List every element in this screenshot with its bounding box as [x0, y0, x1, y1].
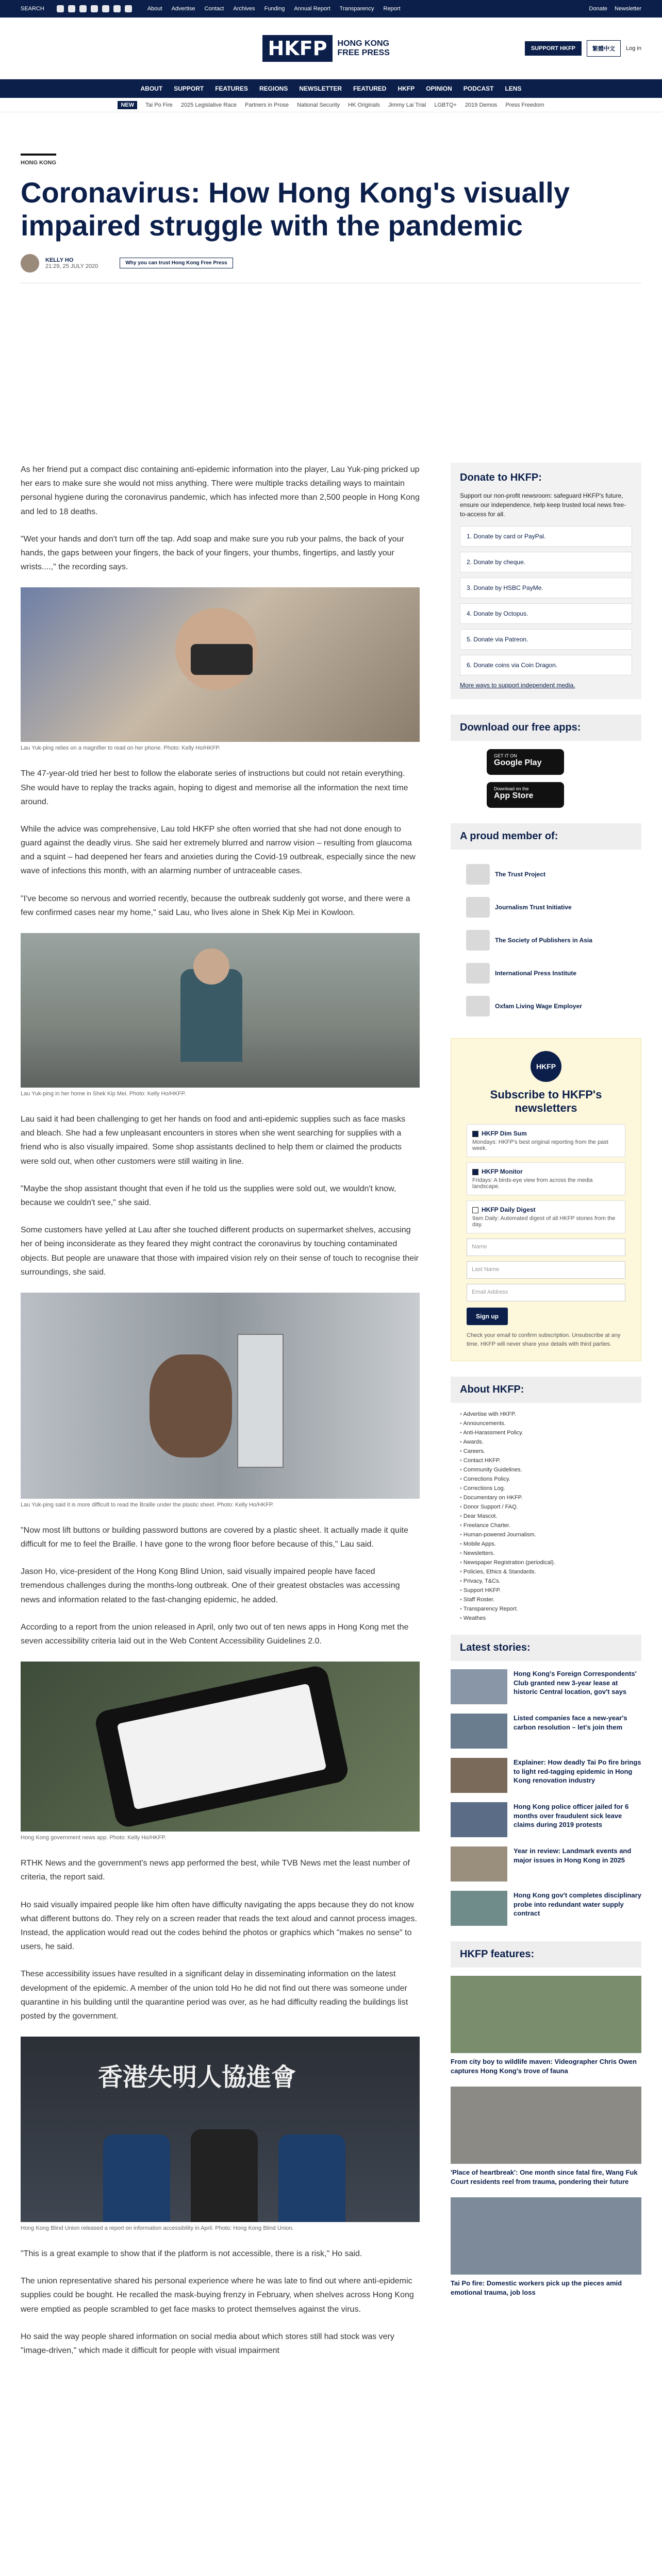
latest-list: [451, 1669, 641, 1926]
trending-bar: [0, 98, 662, 112]
member-title: A proud member of:: [451, 823, 641, 850]
photo-lau-home: [21, 933, 420, 1088]
feature-title-text: 'Place of heartbreak': One month since fatal fire, Wang Fuk Court residents reel from trauma, pondering their future: [451, 2168, 638, 2185]
latest-title-text: Hong Kong's Foreign Correspondents' Club granted new 3-year lease at historic Central location, gov't says: [514, 1670, 637, 1696]
figure-3: [21, 1293, 420, 1508]
nav-featured[interactable]: FEATURED: [353, 85, 387, 92]
feature-image: [451, 2197, 641, 2275]
trust-project-logo: [466, 864, 490, 885]
appstore-label: App Store: [494, 791, 534, 800]
donate-box: [451, 463, 641, 699]
logo-text: HONG KONG FREE PRESS: [337, 39, 390, 57]
trending-item[interactable]: Tai Po Fire: [145, 101, 173, 108]
member-trust-project[interactable]: [451, 858, 641, 891]
trending-item[interactable]: Jimmy Lai Trial: [388, 101, 426, 108]
paragraph: "This is a great example to show that if the platform is not accessible, there is a risk," Ho said.: [21, 2249, 362, 2259]
search-link[interactable]: SEARCH: [21, 6, 44, 12]
feature-title-text: Tai Po fire: Domestic workers pick up the pieces amid emotional trauma, job loss: [451, 2279, 622, 2296]
about-link[interactable]: • Staff Roster.: [460, 1597, 632, 1603]
feature-card[interactable]: [451, 2197, 641, 2297]
caption: Lau Yuk-ping relies on a magnifier to read on her phone. Photo: Kelly Ho/HKFP.: [21, 745, 221, 752]
nav-hkfp[interactable]: HKFP: [398, 85, 415, 92]
caption: Hong Kong Blind Union released a report on information accessibility in April. Photo: Hong Kong Blind Union.: [21, 2225, 294, 2232]
article-title: Coronavirus: How Hong Kong's visually impaired struggle with the pandemic: [21, 176, 570, 242]
union-sign: 香港失明人協進會: [98, 2063, 296, 2092]
paragraph: RTHK News and the government's news app performed the best, while TVB News met the least number of criteria, the report said.: [21, 1859, 410, 1882]
latest-thumb: [451, 1714, 507, 1749]
figure-1: [21, 587, 420, 751]
checkbox-icon[interactable]: [472, 1207, 478, 1213]
photo-braille-buttons: [21, 1293, 420, 1499]
latest-item[interactable]: [451, 1802, 641, 1837]
about-link[interactable]: • Mobile Apps.: [460, 1541, 632, 1547]
features-title: HKFP features:: [451, 1941, 641, 1968]
author-name[interactable]: KELLY HO: [45, 257, 74, 263]
twitter-icon[interactable]: [57, 5, 64, 12]
about-link[interactable]: • Transparency Report.: [460, 1606, 632, 1612]
member-label: International Press Institute: [495, 970, 577, 977]
about-link[interactable]: • Contact HKFP.: [460, 1458, 632, 1464]
gplay-small: GET IT ON: [494, 753, 517, 758]
about-link[interactable]: • Freelance Charter.: [460, 1522, 632, 1529]
newsletter-title: Subscribe to HKFP's newsletters: [490, 1088, 602, 1114]
newsletter-badge: HKFP: [531, 1051, 561, 1082]
checkbox-checked-icon[interactable]: [472, 1131, 478, 1137]
top-link-advertise[interactable]: Advertise: [171, 6, 195, 12]
about-title: About HKFP:: [451, 1377, 641, 1403]
signup-button[interactable]: Sign up: [467, 1308, 508, 1325]
about-link[interactable]: • Policies, Ethics & Standards.: [460, 1569, 632, 1575]
latest-item[interactable]: [451, 1758, 641, 1793]
google-play-button[interactable]: [487, 749, 564, 775]
about-link[interactable]: • Donor Support / FAQ.: [460, 1504, 632, 1510]
sidebar: [451, 463, 641, 2308]
sopa-logo: [466, 930, 490, 951]
member-oxfam[interactable]: [451, 990, 641, 1023]
member-sopa[interactable]: [451, 924, 641, 957]
feature-card[interactable]: [451, 1976, 641, 2075]
latest-thumb: [451, 1669, 507, 1704]
newsletter-option-dimsum[interactable]: [467, 1124, 625, 1157]
paragraph: "Maybe the shop assistant thought that even if he told us the supplies were sold out, we wouldn't know, because we couldn't see," she said.: [21, 1184, 396, 1207]
latest-item[interactable]: [451, 1891, 641, 1926]
features-list: [451, 1976, 641, 2297]
checkbox-checked-icon[interactable]: [472, 1169, 478, 1175]
donate-text: Support our non-profit newsroom: safeguard HKFP's future, ensure our independence, help keep trusted local news free-to-access for all.: [460, 492, 626, 518]
author-avatar: [21, 254, 39, 273]
donate-option-payme[interactable]: 3. Donate by HSBC PayMe.: [460, 578, 632, 598]
top-link-annual-report[interactable]: Annual Report: [294, 6, 330, 12]
option-desc: 9am Daily: Automated digest of all HKFP stories from the day.: [472, 1215, 616, 1228]
latest-title-text: Hong Kong gov't completes disciplinary probe into redundant water supply contract: [514, 1891, 641, 1918]
paragraph: The 47-year-old tried her best to follow the elaborate series of instructions but could not retain everything. She would have to replay the tracks again, hoping to digest and memorise all the information the next time around.: [21, 769, 408, 806]
nav-podcast[interactable]: PODCAST: [463, 85, 494, 92]
option-name: HKFP Monitor: [482, 1168, 523, 1175]
newsletter-option-digest[interactable]: [467, 1200, 625, 1233]
paragraph: While the advice was comprehensive, Lau told HKFP she often worried that she had not done enough to guard against the deadly virus. She said her extremely blurred and narrow vision – resulting from glaucoma and a squint – had deepened her fears and anxieties during the Covid-19 outbreak, especially since the new wave of infections this month, with an alarming number of untraceable cases.: [21, 824, 416, 876]
photo-blind-union: [21, 2037, 420, 2222]
figure-2: [21, 933, 420, 1097]
member-label: The Trust Project: [495, 871, 546, 878]
option-desc: Fridays: A birds-eye view from across the media landscape.: [472, 1177, 593, 1190]
trending-new-badge: NEW: [118, 101, 137, 109]
member-label: The Society of Publishers in Asia: [495, 937, 592, 944]
top-link-report[interactable]: Report: [383, 6, 401, 12]
site-header: [0, 18, 662, 79]
nav-features[interactable]: FEATURES: [215, 85, 248, 92]
caption: Hong Kong government news app. Photo: Kelly Ho/HKFP.: [21, 1835, 167, 1841]
latest-title-text: Hong Kong police officer jailed for 6 months over fraudulent sick leave claims during 2019 protests: [514, 1803, 629, 1829]
paragraph: Lau said it had been challenging to get her hands on food and anti-epidemic supplies such as face masks and bleach. She had a few unpleasant encounters in stores when she went searching for supplies with a friend who is also visually impaired. Some shop assistants declined to help them or claimed the products were sold out, when other customers were still waiting in line.: [21, 1115, 406, 1166]
donate-option-cheque[interactable]: 2. Donate by cheque.: [460, 552, 632, 572]
nav-opinion[interactable]: OPINION: [426, 85, 452, 92]
main-nav: [0, 79, 662, 98]
top-bar: [0, 0, 662, 18]
publish-date: 21:29, 25 JULY 2020: [45, 263, 98, 269]
feature-title-text: From city boy to wildlife maven: Videographer Chris Owen captures Hong Kong's trove of fauna: [451, 2058, 637, 2075]
latest-title-text: Listed companies face a new-year's carbon resolution – let's join them: [514, 1714, 627, 1731]
about-link[interactable]: • Anti-Harassment Policy.: [460, 1430, 632, 1436]
youtube-icon[interactable]: [102, 5, 109, 12]
about-link[interactable]: • Human-powered Journalism.: [460, 1532, 632, 1538]
about-link[interactable]: • Privacy, T&Cs.: [460, 1578, 632, 1584]
nav-newsletter[interactable]: NEWSLETTER: [299, 85, 342, 92]
trending-item[interactable]: LGBTQ+: [434, 101, 457, 108]
site-logo[interactable]: [262, 35, 399, 62]
member-label: Oxfam Living Wage Employer: [495, 1003, 582, 1010]
top-link-funding[interactable]: Funding: [264, 6, 285, 12]
latest-item[interactable]: [451, 1714, 641, 1749]
member-label: Journalism Trust Initiative: [495, 904, 572, 911]
trending-item[interactable]: 2025 Legislative Race: [180, 101, 237, 108]
about-link[interactable]: • Awards.: [460, 1439, 632, 1445]
about-list: [451, 1411, 641, 1635]
donate-option-coins[interactable]: 6. Donate coins via Coin Dragon.: [460, 655, 632, 675]
paragraph: "I've become so nervous and worried recently, because the outbreak suddenly got worse, and there were a few confirmed cases near my home," said Lau, who lives alone in Shek Kip Mei in Kowloon.: [21, 894, 410, 917]
paragraph: "Wet your hands and don't turn off the tap. Add soap and make sure you rub your palms, the back of your hands, the gaps between your fingers, the back of your fingers, your thumbs, fingertips, and lastly your wrists....," the recording says.: [21, 534, 404, 572]
nav-about[interactable]: ABOUT: [140, 85, 163, 92]
article-meta: [21, 254, 641, 273]
latest-thumb: [451, 1802, 507, 1837]
latest-thumb: [451, 1846, 507, 1882]
trending-item[interactable]: National Security: [296, 101, 340, 108]
newsletter-box: [451, 1038, 641, 1361]
latest-thumb: [451, 1758, 507, 1793]
last-name-field[interactable]: Last Name: [467, 1261, 625, 1279]
latest-title-text: Year in review: Landmark events and major issues in Hong Kong in 2025: [514, 1847, 632, 1864]
facebook-icon[interactable]: [68, 5, 75, 12]
latest-item[interactable]: [451, 1846, 641, 1882]
trending-item[interactable]: 2019 Demos: [465, 101, 498, 108]
content-wrap: [21, 112, 641, 2355]
about-link[interactable]: • Support HKFP.: [460, 1587, 632, 1594]
paragraph: These accessibility issues have resulted in a significant delay in disseminating information on the latest development of the epidemic. A member of the union told Ho he did not find out there was someone under quarantine in his building until the quarantine period was over, as he had difficulty reading the buildings list posted by the government.: [21, 1970, 408, 2021]
email-icon[interactable]: [113, 5, 121, 12]
photo-lau-magnifier: [21, 587, 420, 742]
app-store-button[interactable]: [487, 782, 564, 808]
nav-regions[interactable]: REGIONS: [259, 85, 288, 92]
about-link[interactable]: • Newsletters.: [460, 1550, 632, 1556]
option-name: HKFP Daily Digest: [482, 1206, 536, 1213]
feature-image: [451, 1976, 641, 2053]
top-link-about[interactable]: About: [147, 6, 162, 12]
photo-news-app: [21, 1662, 420, 1832]
option-name: HKFP Dim Sum: [482, 1130, 527, 1137]
paragraph: Some customers have yelled at Lau after she touched different products on supermarket shelves, accusing her of being inconsiderate as they feared they might contract the coronavirus by touching contaminated objects. But people are unaware that those with impaired vision rely on their sense of touch to recognise their surroundings, she said.: [21, 1226, 419, 1277]
name-field[interactable]: Name: [467, 1239, 625, 1256]
gplay-label: Google Play: [494, 758, 542, 767]
about-link[interactable]: • Corrections Policy.: [460, 1476, 632, 1482]
figure-4: [21, 1662, 420, 1841]
appstore-small: Download on the: [494, 786, 529, 791]
about-link[interactable]: • Weathes: [460, 1615, 632, 1621]
paragraph: Jason Ho, vice-president of the Hong Kong Blind Union, said visually impaired people have faced tremendous challenges during the months-long outbreak. One of their greatest obstacles was accessing news and information related to the fast-changing epidemic, he added.: [21, 1567, 400, 1604]
top-link-archives[interactable]: Archives: [233, 6, 255, 12]
option-desc: Mondays: HKFP's best original reporting from the past week.: [472, 1139, 608, 1151]
caption: Lau Yuk-ping in her home in Shek Kip Mei. Photo: Kelly Ho/HKFP.: [21, 1091, 186, 1097]
latest-title: Latest stories:: [451, 1635, 641, 1661]
paragraph: "Now most lift buttons or building password buttons are covered by a plastic sheet. It actually made it quite difficult for me to feel the Braille. I have gone to the wrong floor before because of this," Lau said.: [21, 1526, 408, 1549]
jti-logo: [466, 897, 490, 918]
rss-icon[interactable]: [125, 5, 132, 12]
top-link-transparency[interactable]: Transparency: [339, 6, 374, 12]
newsletter-option-monitor[interactable]: [467, 1162, 625, 1195]
article-category[interactable]: HONG KONG: [21, 154, 56, 166]
donate-option-octopus[interactable]: 4. Donate by Octopus.: [460, 603, 632, 624]
about-link[interactable]: • Documentary on HKFP.: [460, 1495, 632, 1501]
donate-option-patreon[interactable]: 5. Donate via Patreon.: [460, 629, 632, 650]
ipi-logo: [466, 963, 490, 984]
logo-mark: HKFP: [262, 35, 332, 62]
nav-support[interactable]: SUPPORT: [174, 85, 204, 92]
donate-option-card[interactable]: 1. Donate by card or PayPal.: [460, 526, 632, 547]
top-link-contact[interactable]: Contact: [204, 6, 224, 12]
about-link[interactable]: • Advertise with HKFP.: [460, 1411, 632, 1417]
about-link[interactable]: • Community Guidelines.: [460, 1467, 632, 1473]
instagram-icon[interactable]: [79, 5, 87, 12]
about-link[interactable]: • Dear Mascot.: [460, 1513, 632, 1519]
about-link[interactable]: • Newspaper Registration (periodical).: [460, 1560, 632, 1566]
trust-button[interactable]: Why you can trust Hong Kong Free Press: [120, 258, 233, 268]
top-link-newsletter[interactable]: Newsletter: [615, 6, 641, 12]
nav-lens[interactable]: LENS: [505, 85, 522, 92]
paragraph: The union representative shared his personal experience where he was late to find out where anti-epidemic supplies could be bought. He recalled the mask-buying frenzy in February, when shelves across Hong Kong were emptied as people scrambled to get face masks to protect themselves against the virus.: [21, 2277, 414, 2314]
article-body: [21, 463, 420, 2371]
threads-icon[interactable]: [91, 5, 98, 12]
newsletter-note: Check your email to confirm subscription. Unsubscribe at any time. HKFP will never share your details with third parties.: [467, 1332, 621, 1347]
email-field[interactable]: Email Address: [467, 1284, 625, 1301]
latest-thumb: [451, 1891, 507, 1926]
donate-more-link[interactable]: More ways to support independent media.: [460, 682, 575, 689]
latest-item[interactable]: [451, 1669, 641, 1704]
latest-title-text: Explainer: How deadly Tai Po fire brings to light red-tagging epidemic in Hong Kong renovation industry: [514, 1758, 641, 1785]
about-link[interactable]: • Corrections Log.: [460, 1485, 632, 1492]
trending-item[interactable]: Partners in Prose: [244, 101, 289, 108]
paragraph: As her friend put a compact disc containing anti-epidemic information into the player, Lau Yuk-ping pricked up her ears to make sure she would not miss anything. There were multiple tracks detailing ways to maintain personal hygiene during the coronavirus pandemic, which has infected more than 2,500 people in Hong Kong and led to 18 deaths.: [21, 465, 420, 516]
caption: Lau Yuk-ping said it is more difficult to read the Braille under the plastic sheet. Photo: Kelly Ho/HKFP.: [21, 1501, 274, 1508]
about-link[interactable]: • Announcements.: [460, 1420, 632, 1427]
paragraph: Ho said the way people shared information on social media about which stores still had stock was very "image-driven," which made it difficult for people with visual impairment: [21, 2332, 394, 2355]
trending-item[interactable]: HK Originals: [348, 101, 380, 108]
social-icons: [57, 5, 132, 12]
member-jti[interactable]: [451, 891, 641, 924]
support-button[interactable]: SUPPORT HKFP: [525, 41, 582, 56]
donate-title: Donate to HKFP:: [460, 472, 542, 483]
paragraph: Ho said visually impaired people like him often have difficulty navigating the apps because they do not know what different buttons do. They rely on a screen reader that reads the text aloud and cannot process images. Instead, the application would read out the codes behind the photos or graphics which "makes no sense" to users, he said.: [21, 1900, 417, 1952]
feature-image: [451, 2087, 641, 2164]
login-link[interactable]: Log in: [626, 45, 641, 52]
top-link-donate[interactable]: Donate: [589, 6, 608, 12]
member-ipi[interactable]: [451, 957, 641, 990]
paragraph: According to a report from the union released in April, only two out of ten news apps in Hong Kong met the seven accessibility criteria laid out in the Web Content Accessibility Guidelines 2.0.: [21, 1622, 409, 1646]
about-link[interactable]: • Careers.: [460, 1448, 632, 1454]
feature-card[interactable]: [451, 2087, 641, 2186]
apps-title: Download our free apps:: [451, 715, 641, 741]
figure-5: [21, 2037, 420, 2231]
language-button[interactable]: 繁體中文: [587, 40, 621, 57]
oxfam-logo: [466, 996, 490, 1016]
trending-item[interactable]: Press Freedom: [505, 101, 544, 108]
